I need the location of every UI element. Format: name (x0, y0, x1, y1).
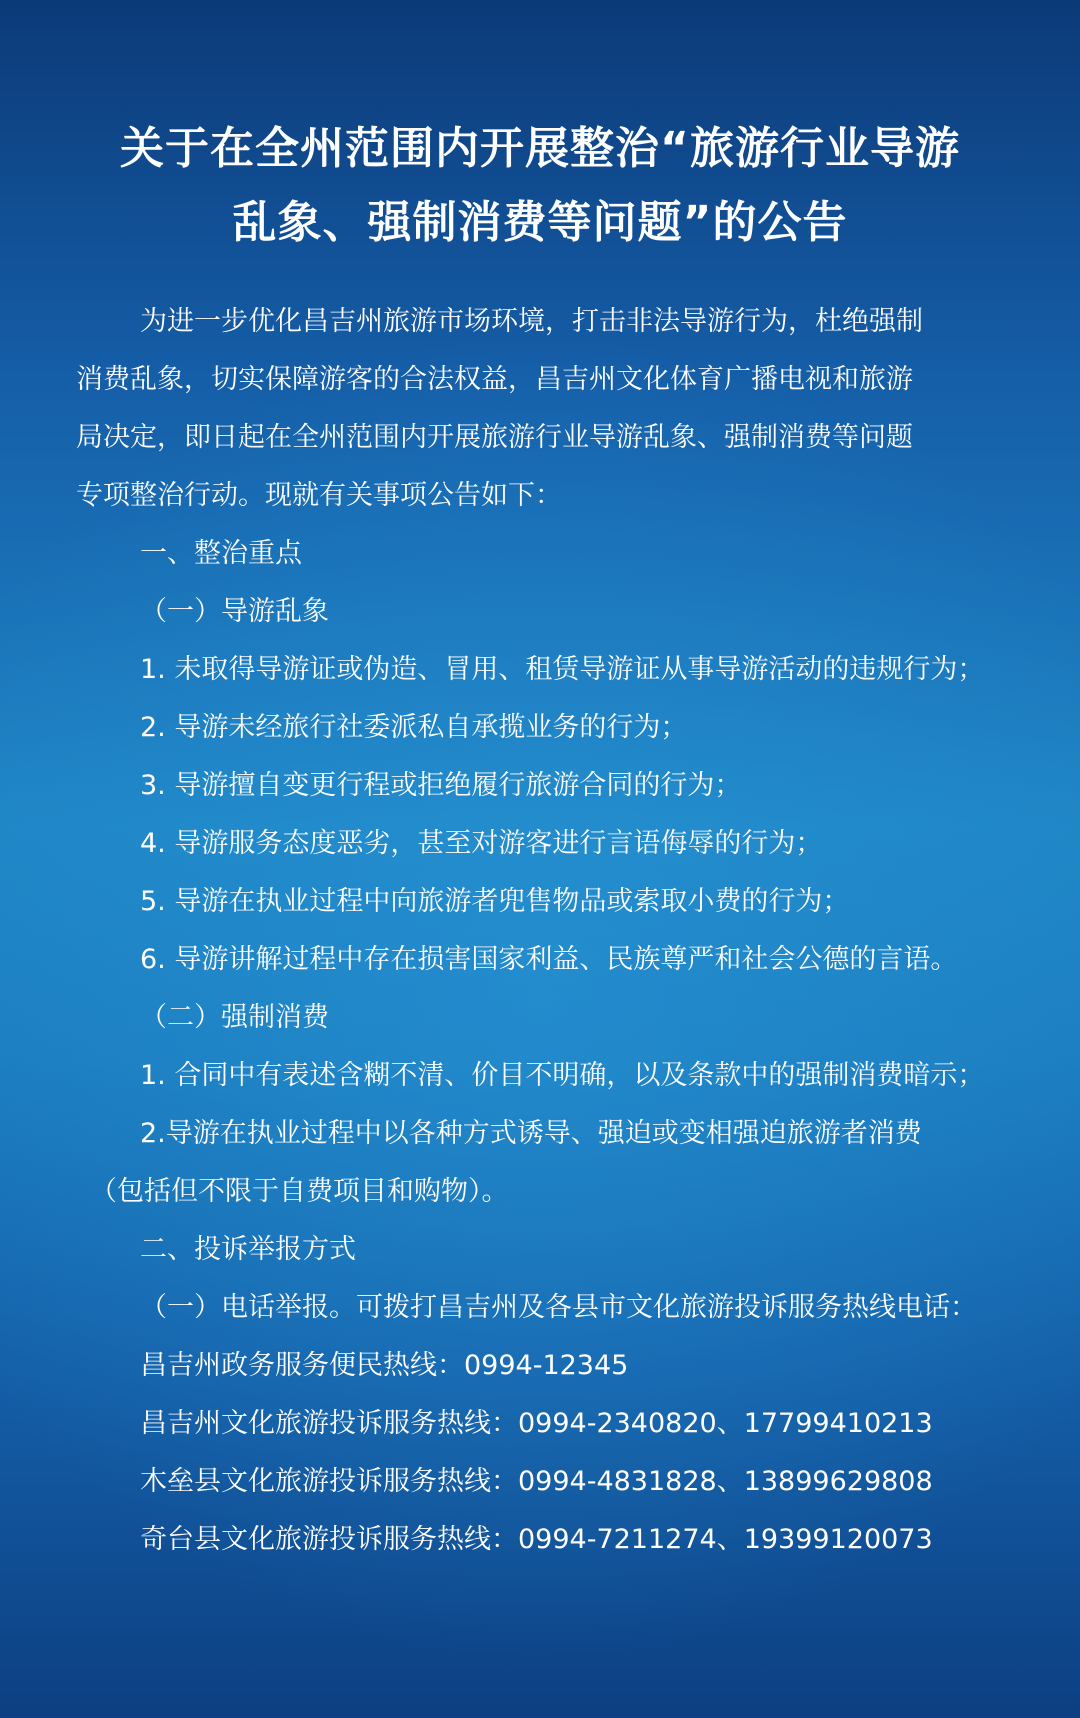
hotline-item: 木垒县文化旅游投诉服务热线：0994-4831828、13899629808 (140, 1466, 933, 1497)
announcement-title (0, 112, 1080, 260)
hotline-item: 昌吉州政务服务便民热线：0994-12345 (140, 1350, 629, 1381)
intro-line-1: 为进一步优化昌吉州旅游市场环境，打击非法导游行为，杜绝强制 (140, 306, 923, 337)
list-item: 3. 导游擅自变更行程或拒绝履行旅游合同的行为； (140, 770, 742, 801)
list-item-continuation: （包括但不限于自费项目和购物）。 (90, 1176, 509, 1207)
section-1-sub-1-heading: （一）导游乱象 (140, 596, 329, 627)
section-1-heading: 一、整治重点 (140, 538, 302, 569)
intro-line-4: 专项整治行动。现就有关事项公告如下： (76, 480, 562, 511)
list-item: 2. 导游未经旅行社委派私自承揽业务的行为； (140, 712, 688, 743)
hotline-item: 奇台县文化旅游投诉服务热线：0994-7211274、19399120073 (140, 1524, 933, 1555)
announcement-body (76, 293, 1011, 1569)
list-item: 1. 未取得导游证或伪造、冒用、租赁导游证从事导游活动的违规行为； (140, 654, 985, 685)
section-1-sub-2-heading: （二）强制消费 (140, 1002, 329, 1033)
section-2-sub-1-heading: （一）电话举报。可拨打昌吉州及各县市文化旅游投诉服务热线电话： (140, 1292, 977, 1323)
intro-line-3: 局决定，即日起在全州范围内开展旅游行业导游乱象、强制消费等问题 (76, 422, 913, 453)
section-2-heading: 二、投诉举报方式 (140, 1234, 356, 1265)
title-line-2: 乱象、强制消费等问题”的公告 (232, 197, 848, 248)
list-item: 6. 导游讲解过程中存在损害国家利益、民族尊严和社会公德的言语。 (140, 944, 958, 975)
hotline-item: 昌吉州文化旅游投诉服务热线：0994-2340820、17799410213 (140, 1408, 933, 1439)
list-item: 4. 导游服务态度恶劣，甚至对游客进行言语侮辱的行为； (140, 828, 823, 859)
list-item: 2.导游在执业过程中以各种方式诱导、强迫或变相强迫旅游者消费 (140, 1118, 922, 1149)
intro-line-2: 消费乱象，切实保障游客的合法权益，昌吉州文化体育广播电视和旅游 (76, 364, 913, 395)
title-line-1: 关于在全州范围内开展整治“旅游行业导游 (120, 123, 960, 174)
list-item: 5. 导游在执业过程中向旅游者兜售物品或索取小费的行为； (140, 886, 850, 917)
list-item: 1. 合同中有表述含糊不清、价目不明确，以及条款中的强制消费暗示； (140, 1060, 985, 1091)
